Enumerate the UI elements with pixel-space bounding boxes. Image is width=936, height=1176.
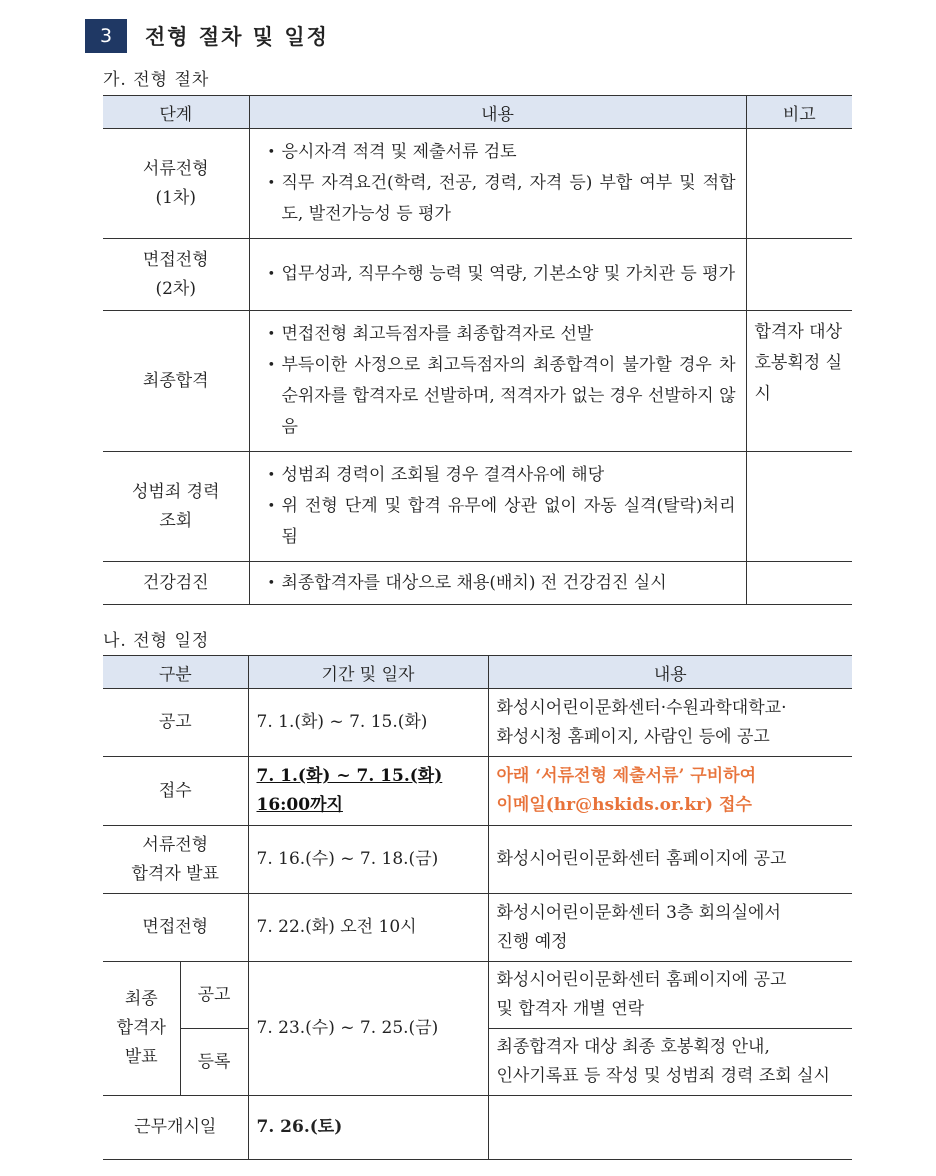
content-cell: 화성시어린이문화센터 3층 회의실에서 진행 예정 <box>488 894 852 962</box>
table-row <box>103 757 852 826</box>
content-cell <box>249 452 746 562</box>
table-row <box>103 826 852 894</box>
category-cell: 근무개시일 <box>103 1096 248 1160</box>
stage-cell: 서류전형 (1차) <box>103 129 249 239</box>
subcategory-cell: 등록 <box>180 1029 248 1096</box>
content-cell: 최종합격자 대상 최종 호봉획정 안내, 인사기록표 등 작성 및 성범죄 경력 조회 실시 <box>488 1029 852 1096</box>
section-number: 3 <box>85 19 127 53</box>
col-header-note: 비고 <box>746 96 852 129</box>
table-row <box>103 311 852 452</box>
list-item: • 성범죄 경력이 조회될 경우 결격사유에 해당 <box>268 460 736 491</box>
list-item: • 부득이한 사정으로 최고득점자의 최종합격이 불가할 경우 차순위자를 합격자로 선발하며, 적격자가 없는 경우 선발하지 않음 <box>268 350 736 443</box>
table-row <box>103 239 852 311</box>
table-row <box>103 562 852 605</box>
category-cell: 최종 합격자 발표 <box>103 962 180 1096</box>
period-cell: 7. 22.(화) 오전 10시 <box>248 894 488 962</box>
content-cell <box>249 129 746 239</box>
category-cell: 서류전형 합격자 발표 <box>103 826 248 894</box>
table-row <box>103 1096 852 1160</box>
period-cell: 7. 26.(토) <box>248 1096 488 1160</box>
col-header-category: 구분 <box>103 656 248 689</box>
col-header-content: 내용 <box>488 656 852 689</box>
schedule-table <box>103 655 852 1160</box>
content-cell: 화성시어린이문화센터·수원과학대학교· 화성시청 홈페이지, 사람인 등에 공고 <box>488 689 852 757</box>
procedure-table <box>103 95 852 605</box>
stage-cell: 면접전형 (2차) <box>103 239 249 311</box>
stage-cell: 건강검진 <box>103 562 249 605</box>
col-header-content: 내용 <box>249 96 746 129</box>
content-cell: 화성시어린이문화센터 홈페이지에 공고 <box>488 826 852 894</box>
note-cell <box>746 452 852 562</box>
table-row <box>103 689 852 757</box>
list-item: • 면접전형 최고득점자를 최종합격자로 선발 <box>268 319 736 350</box>
content-cell: 화성시어린이문화센터 홈페이지에 공고 및 합격자 개별 연락 <box>488 962 852 1029</box>
content-cell <box>249 239 746 311</box>
table-row <box>103 894 852 962</box>
category-cell: 공고 <box>103 689 248 757</box>
period-cell: 7. 23.(수) ~ 7. 25.(금) <box>248 962 488 1096</box>
content-cell <box>249 311 746 452</box>
col-header-period: 기간 및 일자 <box>248 656 488 689</box>
stage-cell: 최종합격 <box>103 311 249 452</box>
table-row <box>103 962 852 1029</box>
col-header-stage: 단계 <box>103 96 249 129</box>
list-item: • 업무성과, 직무수행 능력 및 역량, 기본소양 및 가치관 등 평가 <box>268 259 736 290</box>
category-cell: 접수 <box>103 757 248 826</box>
table-row <box>103 452 852 562</box>
note-cell: 합격자 대상 호봉획정 실시 <box>746 311 852 452</box>
list-item: • 최종합격자를 대상으로 채용(배치) 전 건강검진 실시 <box>268 568 736 599</box>
category-cell: 면접전형 <box>103 894 248 962</box>
note-cell <box>746 239 852 311</box>
list-item: • 응시자격 적격 및 제출서류 검토 <box>268 137 736 168</box>
list-item: • 직무 자격요건(학력, 전공, 경력, 자격 등) 부합 여부 및 적합도, 발전가능성 등 평가 <box>268 168 736 230</box>
period-cell: 7. 1.(화) ~ 7. 15.(화) 16:00까지 <box>248 757 488 826</box>
section-header <box>85 18 329 54</box>
note-cell <box>746 129 852 239</box>
subcategory-cell: 공고 <box>180 962 248 1029</box>
list-item: • 위 전형 단계 및 합격 유무에 상관 없이 자동 실격(탈락)처리 됨 <box>268 491 736 553</box>
content-cell <box>249 562 746 605</box>
period-cell: 7. 1.(화) ~ 7. 15.(화) <box>248 689 488 757</box>
schedule-heading: 나. 전형 일정 <box>103 631 210 651</box>
procedure-heading: 가. 전형 절차 <box>103 70 210 90</box>
period-cell: 7. 16.(수) ~ 7. 18.(금) <box>248 826 488 894</box>
content-cell: 아래 ‘서류전형 제출서류’ 구비하여 이메일(hr@hskids.or.kr) 접수 <box>488 757 852 826</box>
content-cell <box>488 1096 852 1160</box>
note-cell <box>746 562 852 605</box>
section-title: 전형 절차 및 일정 <box>145 24 329 49</box>
table-row <box>103 129 852 239</box>
stage-cell: 성범죄 경력 조회 <box>103 452 249 562</box>
